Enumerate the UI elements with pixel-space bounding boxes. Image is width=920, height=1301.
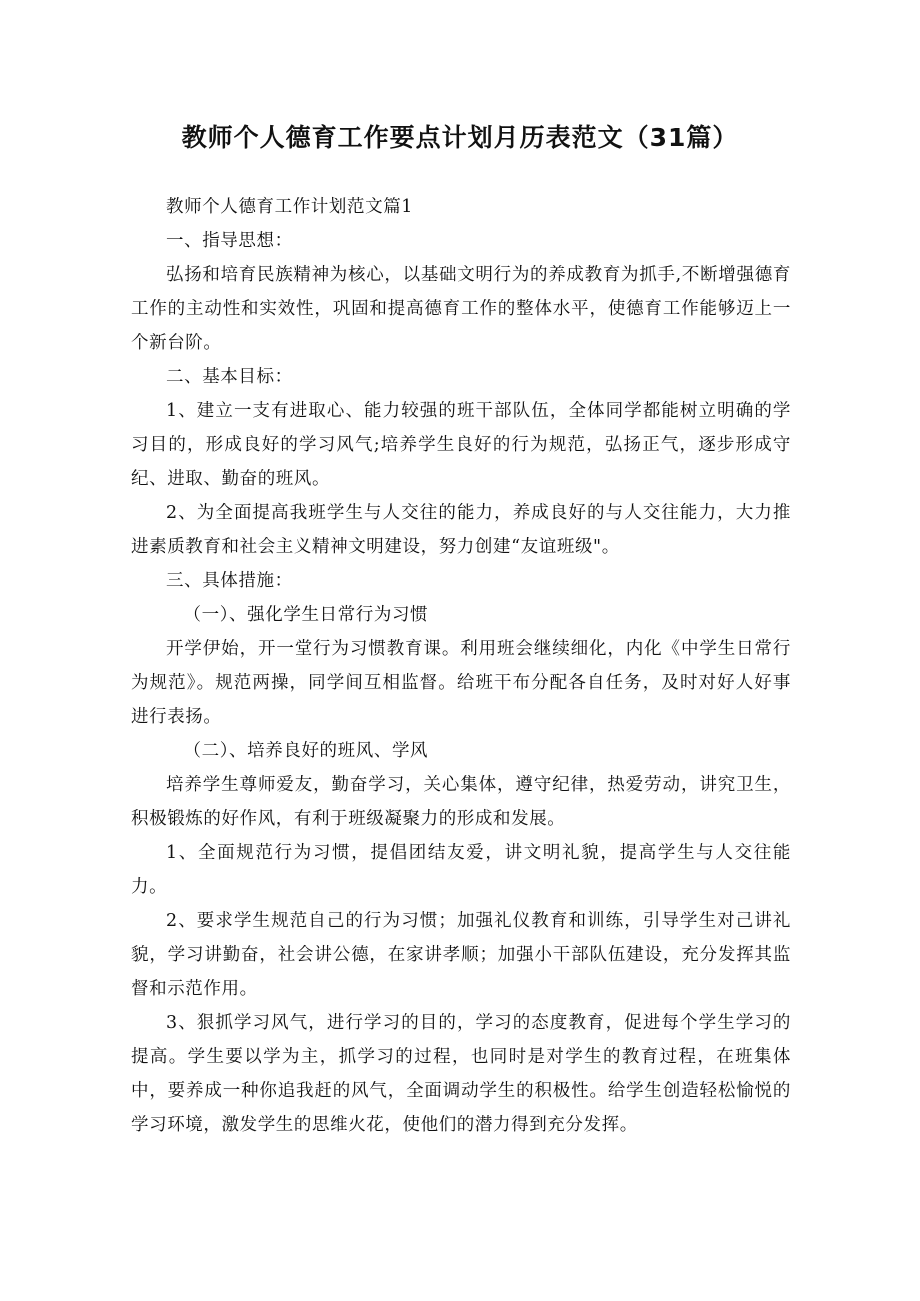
heading-measures: 三、具体措施： — [166, 571, 293, 591]
heading-basic-goals: 二、基本目标： — [166, 367, 293, 387]
subheading: （二）、培养良好的班风、学风 — [183, 741, 429, 761]
document-title: 教师个人德育工作要点计划月历表范文（31篇） — [181, 123, 739, 152]
heading-guiding-thought: 一、指导思想： — [166, 231, 293, 251]
paragraph: 开学伊始，开一堂行为习惯教育课。利用班会继续细化，内化《中学生日常行为规范》。规范两操，同学间互相监督。给班干布分配各自任务，及时对好人好事进行表扬。 — [131, 639, 791, 727]
section-heading: 教师个人德育工作计划范文篇1 — [166, 197, 414, 217]
paragraph: 1、建立一支有进取心、能力较强的班干部队伍，全体同学都能树立明确的学习目的，形成良好的学习风气;培养学生良好的行为规范，弘扬正气，逐步形成守纪、进取、勤奋的班风。 — [131, 401, 791, 489]
subheading: （一）、强化学生日常行为习惯 — [183, 605, 429, 625]
paragraph: 培养学生尊师爱友，勤奋学习，关心集体，遵守纪律，热爱劳动，讲究卫生，积极锻炼的好作风，有利于班级凝聚力的形成和发展。 — [131, 775, 791, 829]
paragraph: 3、狠抓学习风气，进行学习的目的，学习的态度教育，促进每个学生学习的提高。学生要以学为主，抓学习的过程，也同时是对学生的教育过程，在班集体中，要养成一种你追我赶的风气，全面调动学生的积极性。给学生创造轻松愉悦的学习环境，激发学生的思维火花，使他们的潜力得到充分发挥。 — [131, 1013, 791, 1135]
paragraph: 1、全面规范行为习惯，提倡团结友爱，讲文明礼貌，提高学生与人交往能力。 — [131, 843, 791, 897]
paragraph: 弘扬和培育民族精神为核心，以基础文明行为的养成教育为抓手,不断增强德育工作的主动性和实效性，巩固和提高德育工作的整体水平，使德育工作能够迈上一个新台阶。 — [131, 265, 791, 353]
document-body — [131, 190, 791, 1142]
paragraph: 2、要求学生规范自己的行为习惯；加强礼仪教育和训练，引导学生对己讲礼貌，学习讲勤奋，社会讲公德，在家讲孝顺；加强小干部队伍建设，充分发挥其监督和示范作用。 — [131, 911, 791, 999]
paragraph: 2、为全面提高我班学生与人交往的能力，养成良好的与人交往能力，大力推进素质教育和社会主义精神文明建设，努力创建“友谊班级"。 — [131, 503, 791, 557]
